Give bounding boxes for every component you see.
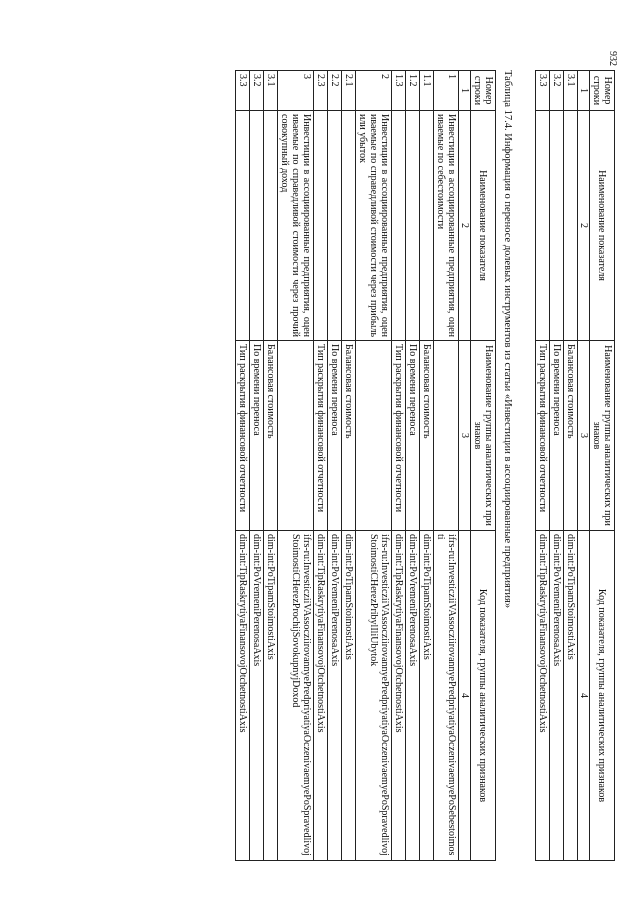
indicator-name-cell — [406, 111, 420, 341]
header-indicator-name: Наименование показателя — [590, 111, 615, 341]
column-number-row — [578, 71, 590, 861]
header-group-name: Наименование группы аналитических признаков — [590, 341, 615, 531]
indicator-code-cell: dim-int:PoVremeniPerenosaAxis — [328, 531, 342, 861]
indicator-name-cell — [420, 111, 434, 341]
group-name-cell: Балансовая стоимость — [342, 341, 356, 531]
group-name-cell — [434, 341, 459, 531]
table-17-4 — [235, 70, 496, 861]
row-number-cell: 2.1 — [342, 71, 356, 111]
table-row — [264, 71, 278, 861]
column-number: 3 — [459, 341, 471, 531]
indicator-name-cell — [536, 111, 550, 341]
column-number: 4 — [459, 531, 471, 861]
indicator-name-cell — [564, 111, 578, 341]
row-number-cell: 3.2 — [250, 71, 264, 111]
indicator-code-cell: dim-int:TipRaskrytiyaFinansovojOtchetnostiAxis — [536, 531, 550, 861]
row-number-cell: 1.3 — [392, 71, 406, 111]
indicator-code-cell: dim-int:PoVremeniPerenosaAxis — [406, 531, 420, 861]
table-row — [564, 71, 578, 861]
group-name-cell: Тип раскрытия финансовой отчетности — [236, 341, 250, 531]
rotated-landscape-content — [15, 70, 615, 860]
row-number-cell: 1.2 — [406, 71, 420, 111]
header-code: Код показателя, группы аналитических признаков — [590, 531, 615, 861]
table-continuation — [535, 70, 615, 861]
column-number: 2 — [459, 111, 471, 341]
table-row — [278, 71, 314, 861]
table-row — [328, 71, 342, 861]
row-number-cell: 1.1 — [420, 71, 434, 111]
row-number-cell: 3.1 — [564, 71, 578, 111]
table-row — [550, 71, 564, 861]
table-row — [536, 71, 550, 861]
indicator-code-cell: dim-int:TipRaskrytiyaFinansovojOtchetnostiAxis — [236, 531, 250, 861]
header-group-name: Наименование группы аналитических признаков — [471, 341, 496, 531]
row-number-cell: 1 — [434, 71, 459, 111]
header-row-number: Номер строки — [471, 71, 496, 111]
table-row — [392, 71, 406, 861]
group-name-cell: По времени переноса — [328, 341, 342, 531]
group-name-cell: Тип раскрытия финансовой отчетности — [392, 341, 406, 531]
row-number-cell: 3.3 — [536, 71, 550, 111]
group-name-cell — [278, 341, 314, 531]
indicator-code-cell: dim-int:PoTipamStoimostiAxis — [264, 531, 278, 861]
indicator-code-cell: ifrs-ru:InvesticziiVAssocziirovannyePredpriyatiyaOczenivaemyePoSpravedlivojStoimostiCHerezPribylIliUbytok — [356, 531, 392, 861]
table-row — [250, 71, 264, 861]
indicator-name-cell — [328, 111, 342, 341]
indicator-code-cell: dim-int:PoVremeniPerenosaAxis — [250, 531, 264, 861]
row-number-cell: 3.1 — [264, 71, 278, 111]
row-number-cell: 2.2 — [328, 71, 342, 111]
indicator-code-cell: dim-int:PoTipamStoimostiAxis — [564, 531, 578, 861]
group-name-cell: Балансовая стоимость — [564, 341, 578, 531]
table-row — [420, 71, 434, 861]
indicator-name-cell — [314, 111, 328, 341]
indicator-code-cell: dim-int:TipRaskrytiyaFinansovojOtchetnostiAxis — [314, 531, 328, 861]
indicator-name-cell — [264, 111, 278, 341]
column-number: 1 — [459, 71, 471, 111]
indicator-name-cell: Инвестиции в ассоциированные предприятия, оцениваемые по себестоимости — [434, 111, 459, 341]
column-number: 2 — [578, 111, 590, 341]
indicator-name-cell — [550, 111, 564, 341]
group-name-cell: По времени переноса — [250, 341, 264, 531]
indicator-name-cell: Инвестиции в ассоциированные предприятия, оцениваемые по справедливой стоимости через прибыль или убыток — [356, 111, 392, 341]
table-header-row — [590, 71, 615, 861]
table-row — [236, 71, 250, 861]
indicator-name-cell — [236, 111, 250, 341]
indicator-code-cell: ifrs-ru:InvesticziiVAssocziirovannyePredpriyatiyaOczenivaemyePoSpravedlivojStoimostiCHerezProchijSovokupnyjDoxod — [278, 531, 314, 861]
group-name-cell: Балансовая стоимость — [264, 341, 278, 531]
indicator-code-cell: dim-int:TipRaskrytiyaFinansovojOtchetnostiAxis — [392, 531, 406, 861]
table-caption: Таблица 17.4. Информация о переносе долевых инструментов из статьи «Инвестиции в ассоциированные предприятия» — [502, 70, 513, 609]
group-name-cell: Тип раскрытия финансовой отчетности — [536, 341, 550, 531]
indicator-code-cell: ifrs-ru:InvesticziiVAssocziirovannyePredpriyatiyaOczenivaemyePoSebestoimosti — [434, 531, 459, 861]
indicator-name-cell: Инвестиции в ассоциированные предприятия, оцениваемые по справедливой стоимости через прочий совокупный доход — [278, 111, 314, 341]
group-name-cell: По времени переноса — [406, 341, 420, 531]
group-name-cell: Балансовая стоимость — [420, 341, 434, 531]
column-number: 3 — [578, 341, 590, 531]
indicator-name-cell — [342, 111, 356, 341]
indicator-code-cell: dim-int:PoTipamStoimostiAxis — [342, 531, 356, 861]
row-number-cell: 3 — [278, 71, 314, 111]
column-number: 1 — [578, 71, 590, 111]
table-row — [434, 71, 459, 861]
table-header-row — [471, 71, 496, 861]
indicator-name-cell — [250, 111, 264, 341]
row-number-cell: 3.2 — [550, 71, 564, 111]
table-row — [356, 71, 392, 861]
header-row-number: Номер строки — [590, 71, 615, 111]
group-name-cell: Тип раскрытия финансовой отчетности — [314, 341, 328, 531]
group-name-cell — [356, 341, 392, 531]
header-code: Код показателя, группы аналитических признаков — [471, 531, 496, 861]
group-name-cell: По времени переноса — [550, 341, 564, 531]
page-number: 932 — [607, 51, 618, 66]
header-indicator-name: Наименование показателя — [471, 111, 496, 341]
column-number-row — [459, 71, 471, 861]
indicator-code-cell: dim-int:PoVremeniPerenosaAxis — [550, 531, 564, 861]
table-row — [314, 71, 328, 861]
indicator-name-cell — [392, 111, 406, 341]
row-number-cell: 2.3 — [314, 71, 328, 111]
row-number-cell: 2 — [356, 71, 392, 111]
table-row — [406, 71, 420, 861]
row-number-cell: 3.3 — [236, 71, 250, 111]
indicator-code-cell: dim-int:PoTipamStoimostiAxis — [420, 531, 434, 861]
table-row — [342, 71, 356, 861]
column-number: 4 — [578, 531, 590, 861]
